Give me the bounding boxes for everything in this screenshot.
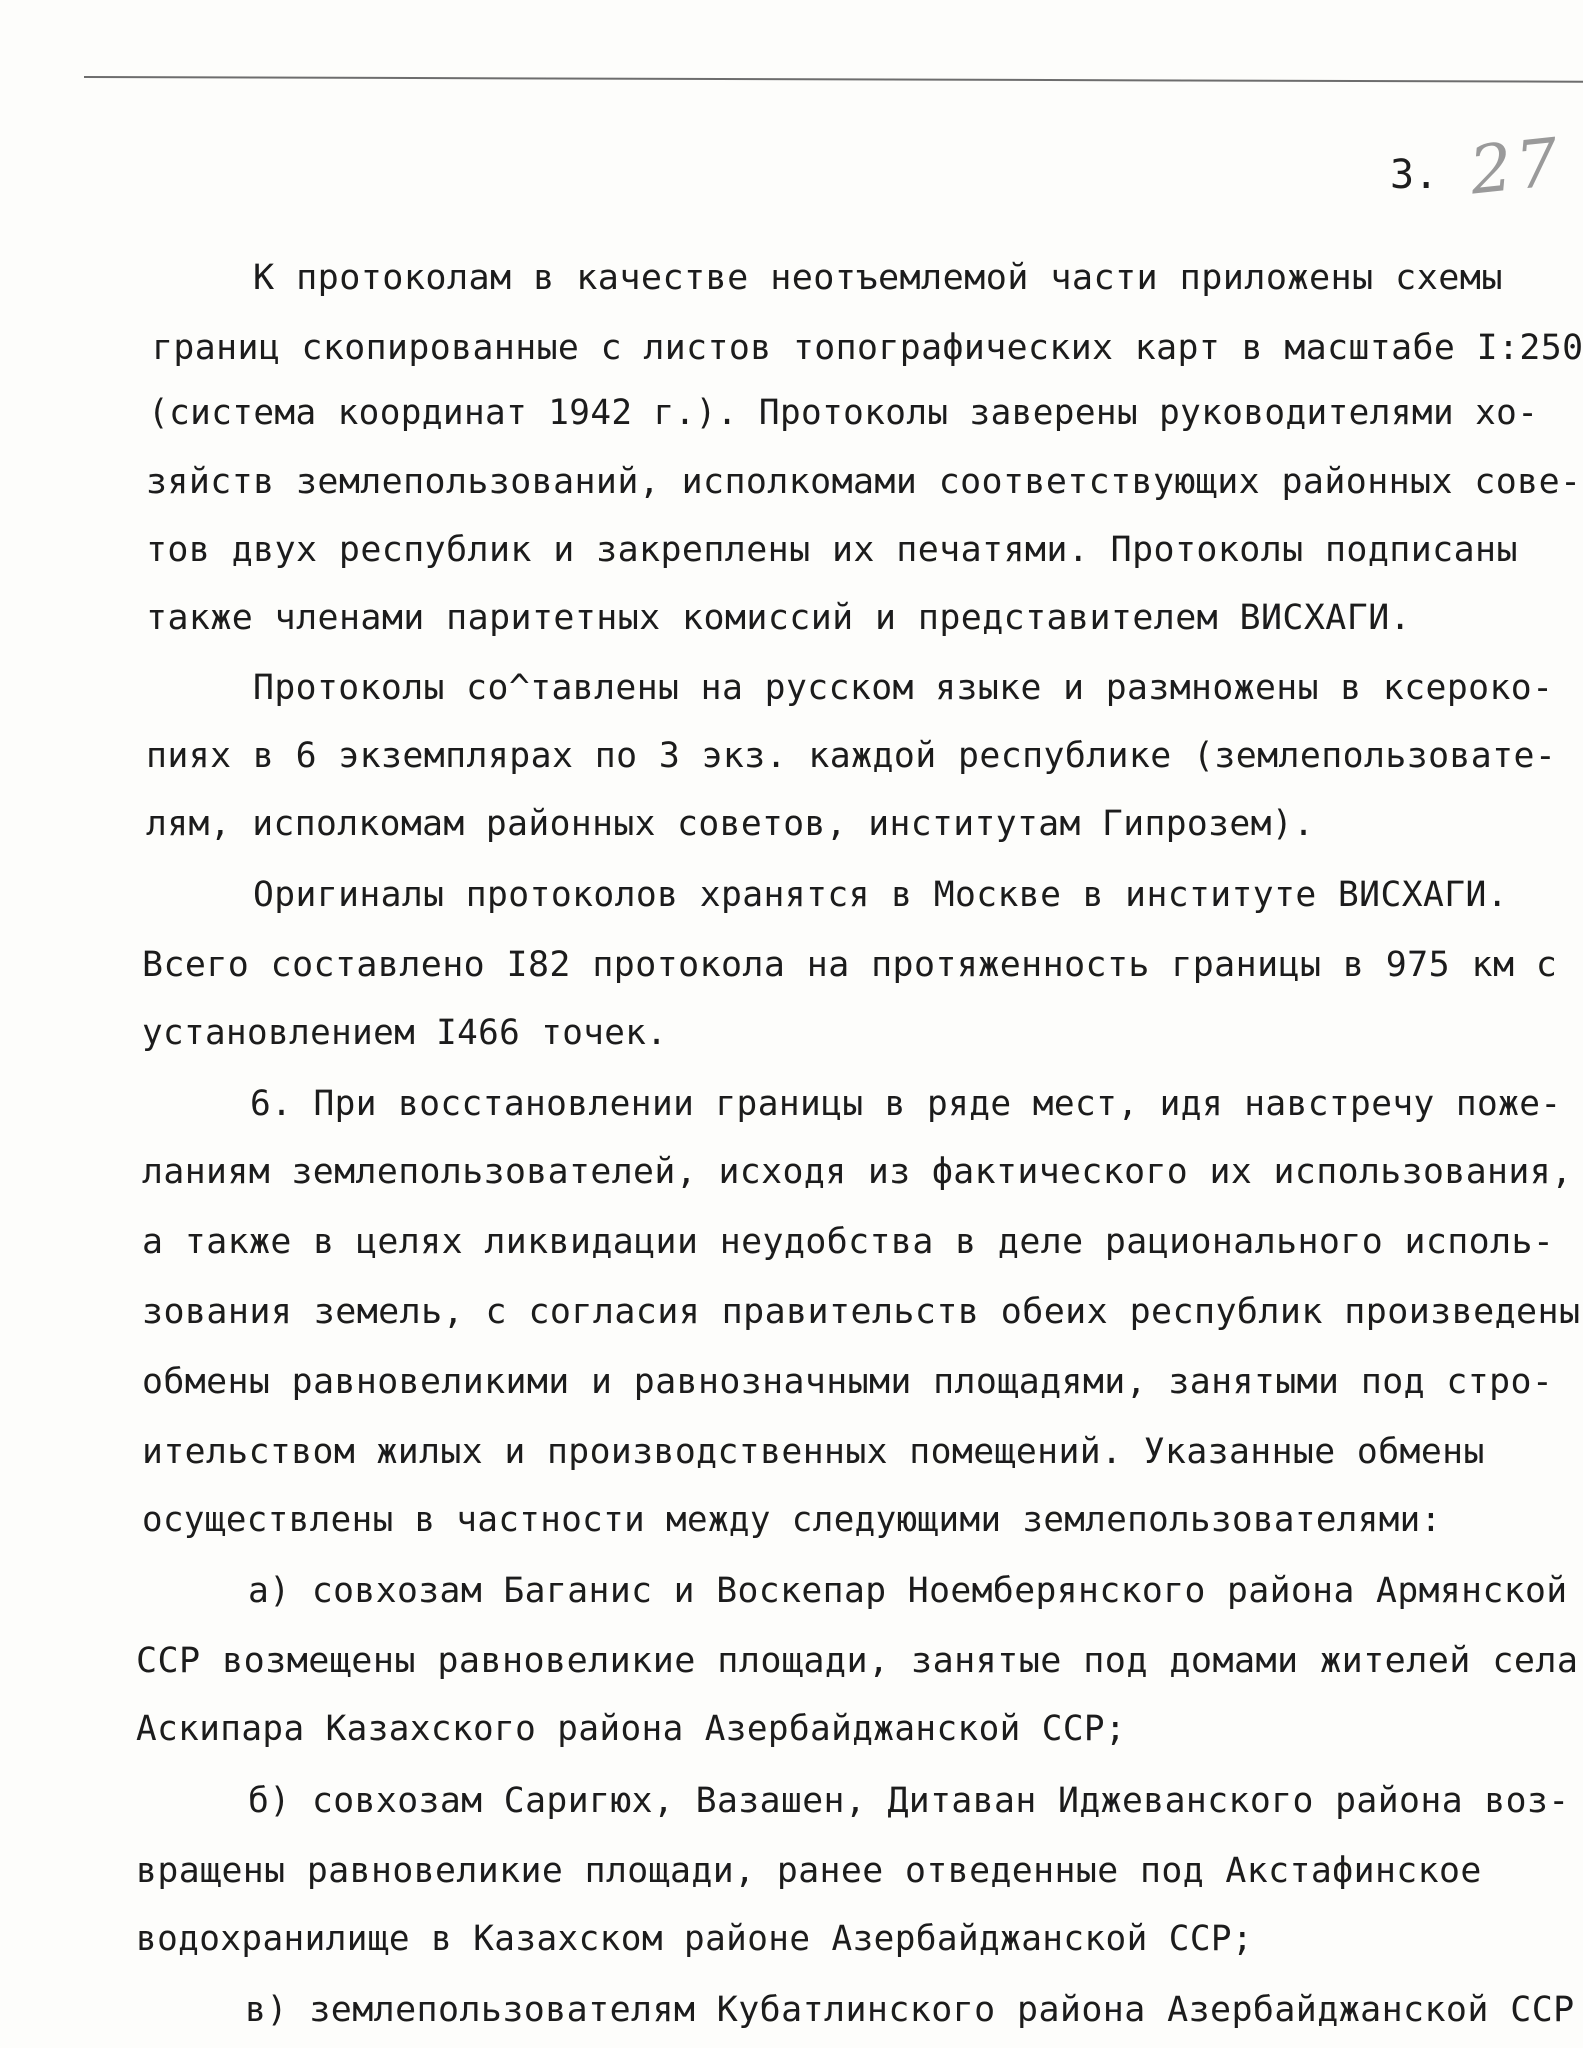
text-line: а) совхозам Баганис и Воскепар Ноемберянского района Армянской — [248, 1571, 1568, 1611]
text-line: водохранилище в Казахском районе Азербайджанской ССР; — [136, 1919, 1254, 1959]
text-line: Всего составлено I82 протокола на протяженность границы в 975 км с — [142, 945, 1558, 985]
text-line: пиях в 6 экземплярах по 3 экз. каждой республике (землепользовате- — [146, 736, 1557, 776]
text-line: ланиям землепользователей, исходя из фактического их использования, — [142, 1152, 1573, 1192]
text-line: Оригиналы протоколов хранятся в Москве в институте ВИСХАГИ. — [253, 875, 1509, 915]
text-line: вращены равновеликие площади, ранее отведенные под Акстафинское — [136, 1851, 1482, 1891]
page-number: 3. — [1390, 152, 1439, 198]
text-line: 6. При восстановлении границы в ряде мест, идя навстречу поже- — [250, 1084, 1562, 1124]
text-line: (система координат 1942 г.). Протоколы заверены руководителями хо- — [148, 393, 1539, 433]
text-line: К протоколам в качестве неотъемлемой части приложены схемы — [253, 258, 1503, 298]
text-line: Аскипара Казахского района Азербайджанской ССР; — [136, 1709, 1127, 1749]
text-line: границ скопированные с листов топографических карт в масштабе I:250 — [152, 328, 1583, 368]
text-line: Протоколы со^тавлены на русском языке и размножены в ксероко- — [253, 668, 1554, 708]
text-line: лям, исполкомам районных советов, институтам Гипрозем). — [146, 804, 1315, 844]
text-line: обмены равновеликими и равнозначными площадями, занятыми под стро- — [142, 1362, 1554, 1402]
text-line: установлением I466 точек. — [142, 1013, 668, 1053]
text-line: а также в целях ликвидации неудобства в деле рационального исполь- — [142, 1222, 1555, 1262]
text-line: тов двух республик и закреплены их печатями. Протоколы подписаны — [146, 530, 1518, 570]
text-line: зяйств землепользований, исполкомами соответствующих районных сове- — [146, 462, 1582, 502]
text-line: в) землепользователям Кубатлинского района Азербайджанской ССР — [245, 1990, 1575, 2030]
handwritten-page-mark: 27 — [1466, 123, 1566, 210]
text-line: ССР возмещены равновеликие площади, занятые под домами жителей села — [136, 1641, 1579, 1681]
text-line: зования земель, с согласия правительств обеих республик произведены — [142, 1292, 1581, 1332]
text-line: осуществлены в частности между следующими землепользователями: — [142, 1500, 1442, 1540]
text-line: ительством жилых и производственных помещений. Указанные обмены — [142, 1432, 1485, 1472]
text-line: б) совхозам Саригюх, Вазашен, Дитаван Иджеванского района воз- — [248, 1781, 1570, 1821]
text-line: также членами паритетных комиссий и представителем ВИСХАГИ. — [146, 598, 1412, 638]
